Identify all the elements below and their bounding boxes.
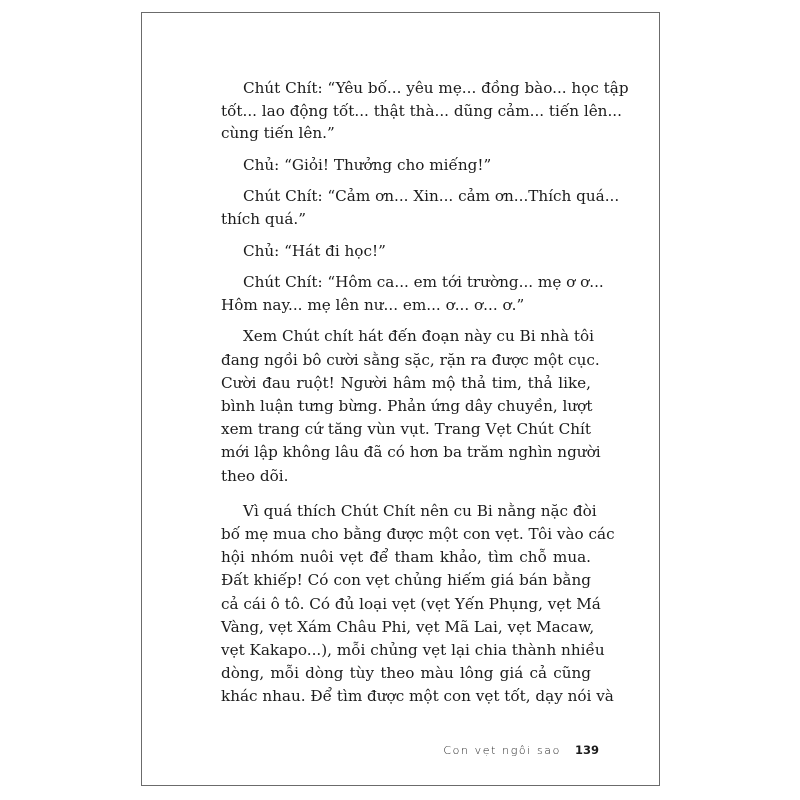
text-line: Chút Chít: “Cảm ơn... Xin... cảm ơn...Thích quá...	[243, 187, 620, 206]
paragraph-6	[221, 325, 601, 487]
text-line: theo dõi.	[221, 466, 289, 485]
text-line: Chút Chít: “Yêu bố... yêu mẹ... đồng bào... học tập	[243, 79, 629, 97]
text-line: cùng tiến lên.”	[221, 124, 335, 143]
text-line: hội nhóm nuôi vẹt để tham khảo, tìm chỗ mua.	[221, 548, 591, 567]
text-line: bố mẹ mua cho bằng được một con vẹt. Tôi vào các	[221, 524, 615, 543]
book-page	[141, 12, 660, 786]
text-line: mới lập không lâu đã có hơn ba trăm nghìn người	[221, 443, 601, 462]
text-line: Chủ: “Hát đi học!”	[243, 241, 386, 260]
text-line: Chủ: “Giỏi! Thưởng cho miếng!”	[243, 155, 492, 174]
text-line: Chút Chít: “Hôm ca... em tới trường... mẹ ơ ơ...	[243, 273, 604, 292]
page-footer	[443, 743, 599, 757]
text-line: Xem Chút chít hát đến đoạn này cu Bi nhà tôi	[243, 327, 594, 346]
paragraph-4	[221, 240, 591, 263]
paragraph-5	[221, 271, 604, 316]
paragraph-1	[221, 77, 629, 145]
text-line: dòng, mỗi dòng tùy theo màu lông giá cả cũng	[221, 664, 591, 683]
text-line: xem trang cứ tăng vùn vụt. Trang Vẹt Chút Chít	[221, 420, 591, 439]
text-line: đang ngồi bô cười sằng sặc, rặn ra được một cục.	[221, 350, 600, 369]
page-number: 139	[574, 743, 599, 757]
text-line: Vì quá thích Chút Chít nên cu Bi nằng nặc đòi	[243, 501, 597, 520]
text-line: cả cái ô tô. Có đủ loại vẹt (vẹt Yến Phụng, vẹt Má	[221, 594, 601, 613]
paragraph-2	[221, 154, 591, 177]
text-line: bình luận tưng bừng. Phản ứng dây chuyền, lượt	[221, 396, 593, 415]
running-title: Con vẹt ngôi sao	[443, 744, 561, 757]
text-line: vẹt Kakapo...), mỗi chủng vẹt lại chia thành nhiều	[221, 640, 605, 659]
text-line: Vàng, vẹt Xám Châu Phi, vẹt Mã Lai, vẹt Macaw,	[221, 617, 595, 636]
text-line: Đất khiếp! Có con vẹt chủng hiếm giá bán bằng	[221, 571, 591, 590]
paragraph-7	[221, 500, 615, 709]
text-line: Hôm nay... mẹ lên nư... em... ơ... ơ... ơ.”	[221, 295, 525, 314]
text-line: thích quá.”	[221, 209, 307, 228]
page-body	[221, 77, 629, 721]
text-line: Cười đau ruột! Người hâm mộ thả tim, thả like,	[221, 373, 591, 392]
text-line: khác nhau. Để tìm được một con vẹt tốt, dạy nói và	[221, 687, 614, 706]
paragraph-3	[221, 185, 620, 230]
text-line: tốt... lao động tốt... thật thà... dũng cảm... tiến lên...	[221, 101, 622, 120]
